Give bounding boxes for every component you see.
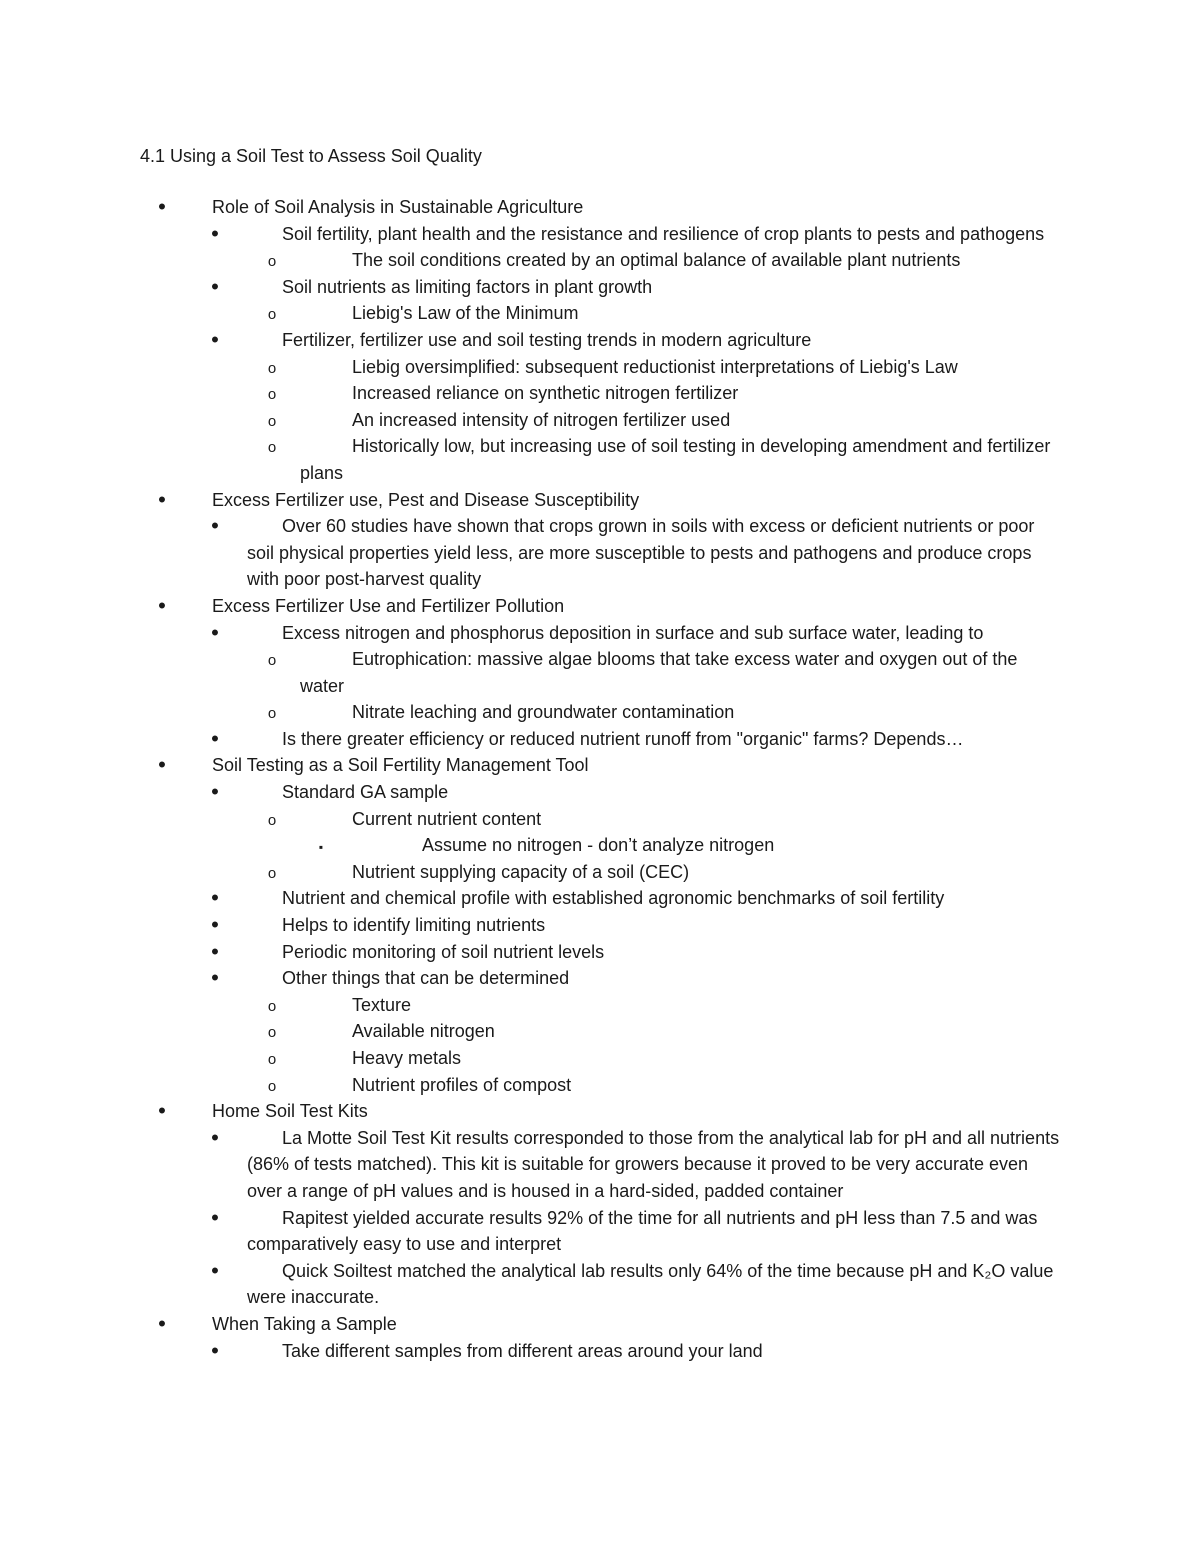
circle-bullet-icon (265, 407, 279, 436)
disc-bullet-icon (208, 1338, 222, 1366)
list-item-text: Heavy metals (352, 1048, 462, 1068)
circle-bullet-icon (265, 699, 279, 728)
list-item (0, 380, 1200, 407)
list-item-text: Nitrate leaching and groundwater contamination (352, 702, 735, 723)
list-item-text: When Taking a Sample (212, 1313, 397, 1334)
list-item (0, 593, 1200, 620)
disc-bullet-icon (208, 912, 222, 940)
disc-bullet-icon (208, 327, 222, 355)
list-item-text: Soil nutrients as limiting factors in plant growth (282, 276, 653, 297)
list-item (0, 859, 1200, 886)
list-item-text: Quick Soiltest matched the analytical lab results only 64% of the time because pH and K₂O value were inaccurate. (247, 1260, 1054, 1308)
list-item-text: Historically low, but increasing use of soil testing in developing amendment and fertilizer plans (300, 436, 1051, 483)
disc-bullet-icon (208, 513, 222, 541)
list-item (0, 832, 1200, 859)
list-item (0, 1098, 1200, 1125)
list-item (0, 1258, 1200, 1311)
list-item-text: Excess Fertilizer Use and Fertilizer Pollution (212, 595, 565, 616)
list-item-text: Nutrient and chemical profile with established agronomic benchmarks of soil fertility (282, 888, 945, 909)
list-item (0, 620, 1200, 647)
list-item-text: Assume no nitrogen - don’t analyze nitrogen (422, 835, 775, 856)
list-item (0, 646, 1200, 699)
circle-bullet-icon (265, 247, 279, 276)
list-item-text: Available nitrogen (352, 1021, 495, 1042)
list-item (0, 194, 1200, 221)
list-item-text: Helps to identify limiting nutrients (282, 915, 546, 936)
disc-bullet-icon (208, 939, 222, 967)
list-item (0, 513, 1200, 593)
list-item-text: Increased reliance on synthetic nitrogen fertilizer (352, 383, 739, 404)
disc-bullet-icon (208, 965, 222, 993)
list-item-text: Liebig's Law of the Minimum (352, 303, 579, 324)
circle-bullet-icon (265, 859, 279, 888)
disc-bullet-icon (208, 885, 222, 913)
list-item-text: Fertilizer, fertilizer use and soil testing trends in modern agriculture (282, 329, 812, 350)
list-item (0, 1072, 1200, 1099)
bullet-outline (0, 194, 1200, 1364)
list-item (0, 885, 1200, 912)
disc-bullet-icon (208, 274, 222, 302)
circle-bullet-icon (265, 1045, 279, 1074)
disc-bullet-icon (155, 1311, 169, 1339)
list-item-text: Role of Soil Analysis in Sustainable Agriculture (212, 197, 584, 217)
list-item (0, 699, 1200, 726)
disc-bullet-icon (155, 593, 169, 621)
list-item (0, 965, 1200, 992)
list-item-text: Home Soil Test Kits (212, 1101, 368, 1122)
disc-bullet-icon (208, 1125, 222, 1153)
circle-bullet-icon (265, 380, 279, 409)
list-item (0, 487, 1200, 514)
document-title: 4.1 Using a Soil Test to Assess Soil Quality (140, 146, 482, 166)
circle-bullet-icon (265, 992, 279, 1021)
list-item-text: Soil fertility, plant health and the resistance and resilience of crop plants to pests and pathogens (282, 223, 1045, 244)
disc-bullet-icon (208, 1258, 222, 1286)
circle-bullet-icon (265, 300, 279, 329)
list-item-text: Rapitest yielded accurate results 92% of the time for all nutrients and pH less than 7.5 and was comparatively easy to use and interpret (247, 1207, 1038, 1255)
list-item (0, 407, 1200, 434)
list-item (0, 1018, 1200, 1045)
list-item (0, 327, 1200, 354)
list-item-text: Is there greater efficiency or reduced nutrient runoff from "organic" farms? Depends… (282, 728, 964, 749)
square-bullet-icon (314, 832, 328, 861)
list-item (0, 1125, 1200, 1205)
list-item (0, 247, 1200, 274)
list-item (0, 912, 1200, 939)
list-item (0, 300, 1200, 327)
circle-bullet-icon (265, 1072, 279, 1101)
disc-bullet-icon (208, 726, 222, 754)
list-item (0, 274, 1200, 301)
list-item (0, 779, 1200, 806)
list-item-text: Eutrophication: massive algae blooms that take excess water and oxygen out of the water (300, 649, 1018, 696)
list-item-text: Over 60 studies have shown that crops grown in soils with excess or deficient nutrients or poor soil physical properties yield less, are more susceptible to pests and pathogens and produce crops with poor post-harvest quality (247, 516, 1035, 590)
list-item-text: The soil conditions created by an optimal balance of available plant nutrients (352, 250, 961, 271)
list-item-text: An increased intensity of nitrogen fertilizer used (352, 409, 731, 430)
list-item (0, 433, 1200, 486)
list-item (0, 726, 1200, 753)
disc-bullet-icon (155, 1098, 169, 1126)
disc-bullet-icon (208, 1205, 222, 1233)
disc-bullet-icon (155, 752, 169, 780)
list-item-text: La Motte Soil Test Kit results corresponded to those from the analytical lab for pH and all nutrients (86% of tests matched). This kit is suitable for growers because it proved to be very accurate even over a range of pH values and is housed in a hard-sided, padded container (247, 1127, 1060, 1201)
circle-bullet-icon (265, 1018, 279, 1047)
list-item-text: Excess Fertilizer use, Pest and Disease Susceptibility (212, 489, 640, 510)
list-item-text: Standard GA sample (282, 782, 449, 803)
list-item-text: Nutrient profiles of compost (352, 1074, 572, 1095)
disc-bullet-icon (208, 620, 222, 648)
list-item (0, 992, 1200, 1019)
list-item-text: Soil Testing as a Soil Fertility Management Tool (212, 755, 589, 776)
list-item-text: Nutrient supplying capacity of a soil (CEC) (352, 861, 690, 882)
list-item (0, 939, 1200, 966)
circle-bullet-icon (265, 354, 279, 383)
disc-bullet-icon (155, 194, 169, 222)
disc-bullet-icon (208, 221, 222, 249)
list-item (0, 1205, 1200, 1258)
list-item (0, 752, 1200, 779)
list-item (0, 1311, 1200, 1338)
circle-bullet-icon (265, 646, 279, 675)
disc-bullet-icon (208, 779, 222, 807)
list-item (0, 354, 1200, 381)
list-item-text: Excess nitrogen and phosphorus deposition in surface and sub surface water, leading to (282, 622, 984, 643)
list-item (0, 1045, 1200, 1072)
list-item-text: Liebig oversimplified: subsequent reductionist interpretations of Liebig's Law (352, 356, 958, 377)
list-item (0, 806, 1200, 833)
list-item-text: Other things that can be determined (282, 968, 570, 989)
list-item-text: Texture (352, 994, 412, 1015)
list-item-text: Periodic monitoring of soil nutrient levels (282, 941, 605, 962)
disc-bullet-icon (155, 487, 169, 515)
list-item (0, 221, 1200, 248)
list-item-text: Take different samples from different areas around your land (282, 1340, 763, 1361)
list-item-text: Current nutrient content (352, 808, 542, 829)
list-item (0, 1338, 1200, 1365)
circle-bullet-icon (265, 806, 279, 835)
circle-bullet-icon (265, 433, 279, 462)
